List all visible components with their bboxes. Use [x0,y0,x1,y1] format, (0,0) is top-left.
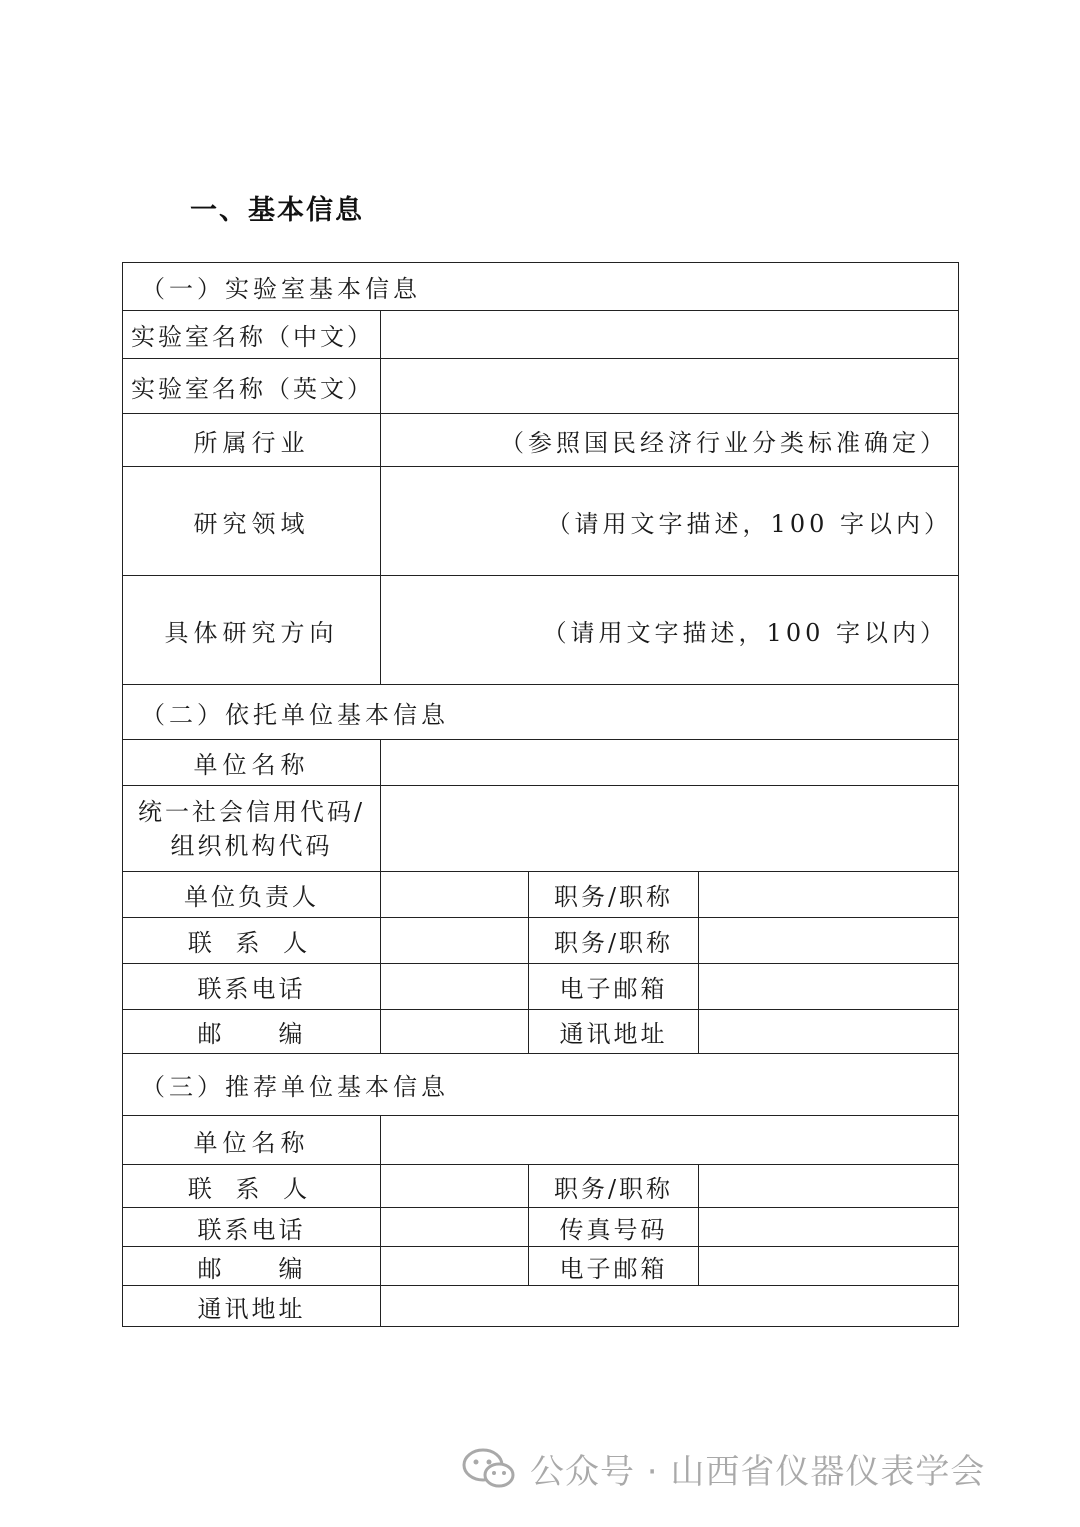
field-research-direction[interactable]: （请用文字描述，100 字以内） [381,576,959,685]
field-rec-postcode[interactable] [381,1247,529,1286]
label-host-contact: 联 系 人 [123,918,381,964]
field-rec-phone[interactable] [381,1208,529,1247]
row-host-head [123,872,959,918]
label-rec-postcode: 邮 编 [123,1247,381,1286]
basic-info-form [122,262,959,1327]
label-host-email: 电子邮箱 [529,964,699,1010]
section-lab-title: （一）实验室基本信息 [123,263,959,311]
wechat-icon [462,1447,516,1489]
field-lab-name-en[interactable] [381,359,959,414]
row-rec-address [123,1286,959,1327]
field-host-address[interactable] [699,1010,959,1054]
field-host-contact[interactable] [381,918,529,964]
field-host-unit-name[interactable] [381,740,959,786]
field-rec-contact[interactable] [381,1165,529,1208]
field-host-head-title[interactable] [699,872,959,918]
label-host-head-title: 职务/职称 [529,872,699,918]
row-host-contact [123,918,959,964]
row-research-field [123,467,959,576]
label-host-unit-name: 单位名称 [123,740,381,786]
row-rec-unit-name [123,1116,959,1165]
field-host-postcode[interactable] [381,1010,529,1054]
label-rec-address: 通讯地址 [123,1286,381,1327]
row-industry [123,414,959,467]
field-rec-address[interactable] [381,1286,959,1327]
row-rec-phone [123,1208,959,1247]
label-host-postcode: 邮 编 [123,1010,381,1054]
field-host-contact-title[interactable] [699,918,959,964]
section-recommend-title: （三）推荐单位基本信息 [123,1054,959,1116]
label-industry: 所属行业 [123,414,381,467]
field-industry[interactable]: （参照国民经济行业分类标准确定） [381,414,959,467]
label-rec-fax: 传真号码 [529,1208,699,1247]
label-host-contact-title: 职务/职称 [529,918,699,964]
row-rec-postcode [123,1247,959,1286]
page-heading: 一、基本信息 [190,195,364,226]
label-rec-contact-title: 职务/职称 [529,1165,699,1208]
label-rec-contact: 联 系 人 [123,1165,381,1208]
field-rec-email[interactable] [699,1247,959,1286]
label-lab-name-cn: 实验室名称（中文） [123,311,381,359]
row-host-postcode [123,1010,959,1054]
section-recommend-header-row [123,1054,959,1116]
watermark [462,1444,985,1492]
field-rec-contact-title[interactable] [699,1165,959,1208]
label-research-direction: 具体研究方向 [123,576,381,685]
row-host-unit-name [123,740,959,786]
row-lab-name-cn [123,311,959,359]
field-rec-unit-name[interactable] [381,1116,959,1165]
field-lab-name-cn[interactable] [381,311,959,359]
row-host-phone [123,964,959,1010]
label-host-phone: 联系电话 [123,964,381,1010]
label-research-field: 研究领域 [123,467,381,576]
label-rec-email: 电子邮箱 [529,1247,699,1286]
label-rec-phone: 联系电话 [123,1208,381,1247]
label-rec-unit-name: 单位名称 [123,1116,381,1165]
field-research-field[interactable]: （请用文字描述，100 字以内） [381,467,959,576]
section-lab-header-row [123,263,959,311]
watermark-text: 公众号 · 山西省仪器仪表学会 [530,1451,986,1492]
label-host-head: 单位负责人 [123,872,381,918]
field-credit-code[interactable] [381,786,959,872]
field-host-email[interactable] [699,964,959,1010]
field-host-head[interactable] [381,872,529,918]
label-host-address: 通讯地址 [529,1010,699,1054]
section-host-title: （二）依托单位基本信息 [123,685,959,740]
label-credit-code: 统一社会信用代码/组织机构代码 [123,786,381,872]
label-lab-name-en: 实验室名称（英文） [123,359,381,414]
row-research-direction [123,576,959,685]
row-rec-contact [123,1165,959,1208]
field-rec-fax[interactable] [699,1208,959,1247]
row-credit-code [123,786,959,872]
row-lab-name-en [123,359,959,414]
field-host-phone[interactable] [381,964,529,1010]
section-host-header-row [123,685,959,740]
